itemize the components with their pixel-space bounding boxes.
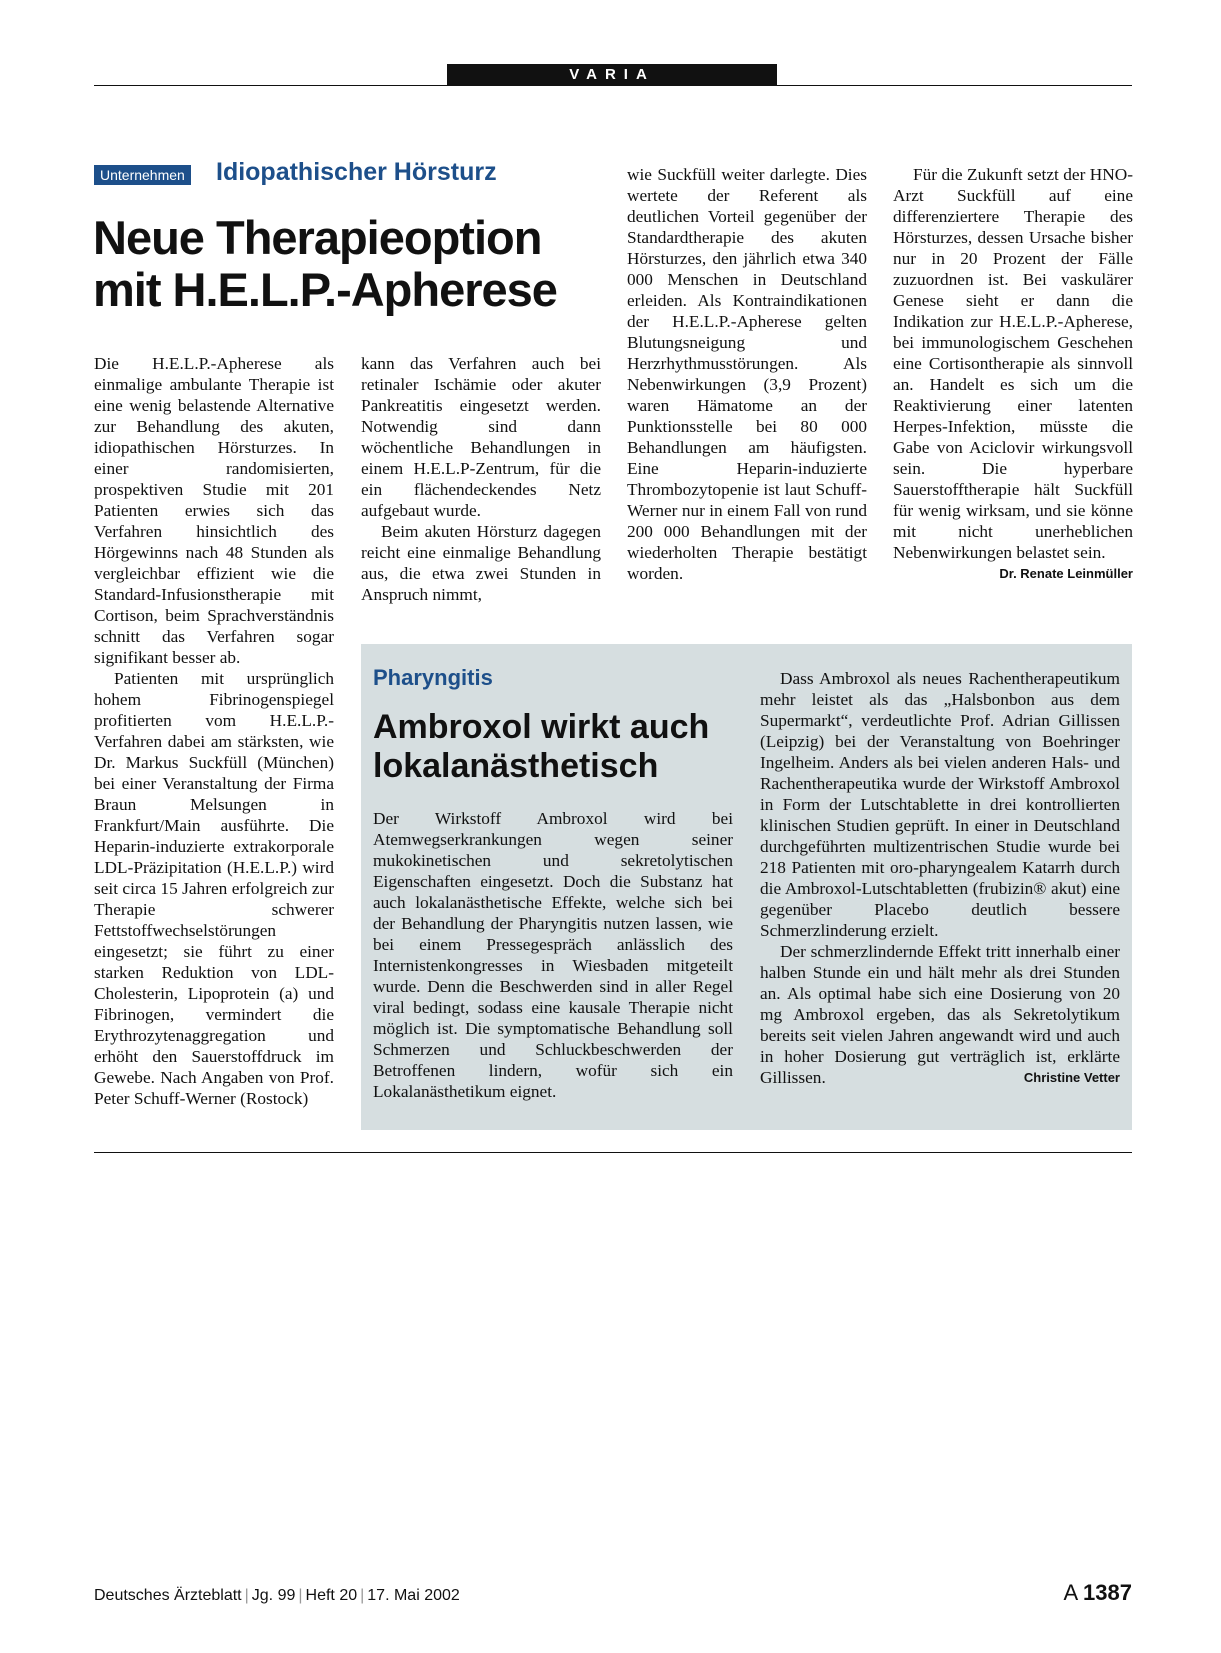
issue: Heft 20 <box>305 1587 358 1604</box>
article2-paragraph: Der Wirkstoff Ambroxol wird bei Atemwegserkrankungen wegen seiner mukokinetischen und sekretolytischen Eigenschaften eingesetzt. Doch die Substanz hat auch lokalanästhetische Effekte, welche sich bei der Behandlung der Pharyngitis nutzen lassen, wie bei einem Pressegespräch anlässlich des Internistenkongresses in Wiesbaden mitgeteilt wurde. Denn die Beschwerden sind in aller Regel viral bedingt, sodass eine kausale Therapie nicht möglich ist. Die symptomatische Behandlung soll Schmerzen und Schluckbeschwerden der Betroffenen lindern, wofür sich ein Lokalanästhetikum eignet. <box>373 809 733 1101</box>
article1-paragraph: Für die Zukunft setzt der HNO-Arzt Suckfüll auf eine differenziertere Therapie des Hörsturzes, dessen Ursache bisher nur in 20 Prozent der Fälle zuzuordnen ist. Bei vaskulärer Genese sieht er dann die Indikation zur H.E.L.P.-Apherese, bei immunologischem Geschehen eine Cortisontherapie als sinnvoll an. Handelt es sich um die Reaktivierung einer latenten Herpes-Infektion, müsste die Gabe von Aciclovir wirkungsvoll sein. Die hyperbare Sauerstofftherapie hält Suckfüll für wenig wirksam, und sie könne mit nicht unerheblichen Nebenwirkungen belastet sein. Dr. Renate Leinmüller <box>893 164 1133 563</box>
article1-paragraph: Patienten mit ursprünglich hohem Fibrinogenspiegel profitierten vom H.E.L.P.-Verfahren dabei am stärksten, wie Dr. Markus Suckfüll (München) bei einer Veranstaltung der Firma Braun Melsungen in Frankfurt/Main ausführte. Die Heparin-induzierte extrakorporale LDL-Präzipitation (H.E.L.P.) wird seit circa 15 Jahren erfolgreich zur Therapie schwerer Fettstoffwechselstörungen eingesetzt; sie führt zu einer starken Reduktion von LDL-Cholesterin, Lipoprotein (a) und Fibrinogen, vermindert die Erythrozytenaggregation und erhöht den Sauerstoffdruck im Gewebe. Nach Angaben von Prof. Peter Schuff-Werner (Rostock) <box>94 669 334 1108</box>
article2-kicker: Pharyngitis <box>373 665 493 690</box>
article1-paragraph: Beim akuten Hörsturz dagegen reicht eine einmalige Behandlung aus, die etwa zwei Stunden in Anspruch nimmt, <box>361 522 601 604</box>
article1-paragraph: wie Suckfüll weiter darlegte. Dies wertete der Referent als deutlichen Vorteil gegenüber der Standardtherapie des akuten Hörsturzes, den jährlich etwa 340 000 Menschen in Deutschland erleiden. Als Kontraindikationen der H.E.L.P.-Apherese gelten Blutungsneigung und Herzrhythmusstörungen. Als Nebenwirkungen (3,9 Prozent) waren Hämatome an der Punktionsstelle bei 80 000 Behandlungen am häufigsten. Eine Heparin-induzierte Thrombozytopenie ist laut Schuff-Werner nur in einem Fall von rund 200 000 Behandlungen mit der wiederholten Therapie bestätigt worden. <box>627 165 867 583</box>
section-header: VARIA <box>447 64 777 85</box>
article1-column-3 <box>627 164 867 584</box>
article2-paragraph: Der schmerzlindernde Effekt tritt innerhalb einer halben Stunde ein und hält mehr als drei Stunden an. Als optimal habe sich eine Dosierung von 20 mg Ambroxol ergeben, das als Sekretolytikum bereits seit vielen Jahren angewandt wird und auch in hoher Dosierung gut verträglich ist, erklärte Gillissen. Christine Vetter <box>760 942 1120 1087</box>
article2-headline-line2: lokalanästhetisch <box>373 747 659 785</box>
article1-column-2 <box>361 353 601 605</box>
article2-column-1 <box>373 808 733 1102</box>
issue-date: 17. Mai 2002 <box>367 1587 460 1604</box>
article1-paragraph: kann das Verfahren auch bei retinaler Ischämie oder akuter Pankreatitis eingesetzt werden. Notwendig sind dann wöchentliche Behandlungen in einem H.E.L.P-Zentrum, für die ein flächendeckendes Netz aufgebaut wurde. <box>361 354 601 520</box>
article2-author: Christine Vetter <box>1023 1070 1120 1085</box>
top-rule <box>94 85 1132 86</box>
article1-author: Dr. Renate Leinmüller <box>999 566 1133 581</box>
article2-headline-line1: Ambroxol wirkt auch <box>373 708 710 746</box>
article1-kicker: Idiopathischer Hörsturz <box>216 158 497 186</box>
footer-citation: Deutsches Ärzteblatt | Jg. 99 | Heft 20 | 17. Mai 2002 <box>94 1587 460 1604</box>
article1-headline-line1: Neue Therapieoption <box>93 211 542 264</box>
article-tag: Unternehmen <box>94 165 191 185</box>
article2-headline <box>373 708 713 786</box>
page-number: A 1387 <box>1063 1580 1132 1605</box>
article2-column-2 <box>760 668 1120 1088</box>
journal-name: Deutsches Ärzteblatt <box>94 1587 242 1604</box>
article1-column-1 <box>94 353 334 1109</box>
article2-paragraph: Dass Ambroxol als neues Rachentherapeutikum mehr leistet als das „Halsbonbon aus dem Supermarkt“, verdeutlichte Prof. Adrian Gillissen (Leipzig) bei der Veranstaltung von Boehringer Ingelheim. Anders als bei vielen anderen Hals- und Rachentherapeutika wurde der Wirkstoff Ambroxol in Form der Lutschtablette in drei kontrollierten klinischen Studien geprüft. In einer in Deutschland durchgeführten multizentrischen Studie wurde bei 218 Patienten mit oro-pharyngealem Katarrh durch die Ambroxol-Lutschtabletten (frubizin® akut) eine gegenüber Placebo deutlich bessere Schmerzlinderung erzielt. <box>760 669 1120 940</box>
article1-paragraph: Die H.E.L.P.-Apherese als einmalige ambulante Therapie ist eine wenig belastende Alternative zur Behandlung des akuten, idiopathischen Hörsturzes. In einer randomisierten, prospektiven Studie mit 201 Patienten erwies sich das Verfahren hinsichtlich des Hörgewinns nach 48 Stunden als vergleichbar effizient wie die Standard-Infusionstherapie mit Cortison, beim Sprachverständnis schnitt das Verfahren sogar signifikant besser ab. <box>94 354 334 667</box>
volume: Jg. 99 <box>251 1587 296 1604</box>
article1-headline-line2: mit H.E.L.P.-Apherese <box>93 263 557 316</box>
article1-column-4 <box>893 164 1133 584</box>
article1-headline <box>93 212 603 316</box>
bottom-rule <box>94 1152 1132 1153</box>
